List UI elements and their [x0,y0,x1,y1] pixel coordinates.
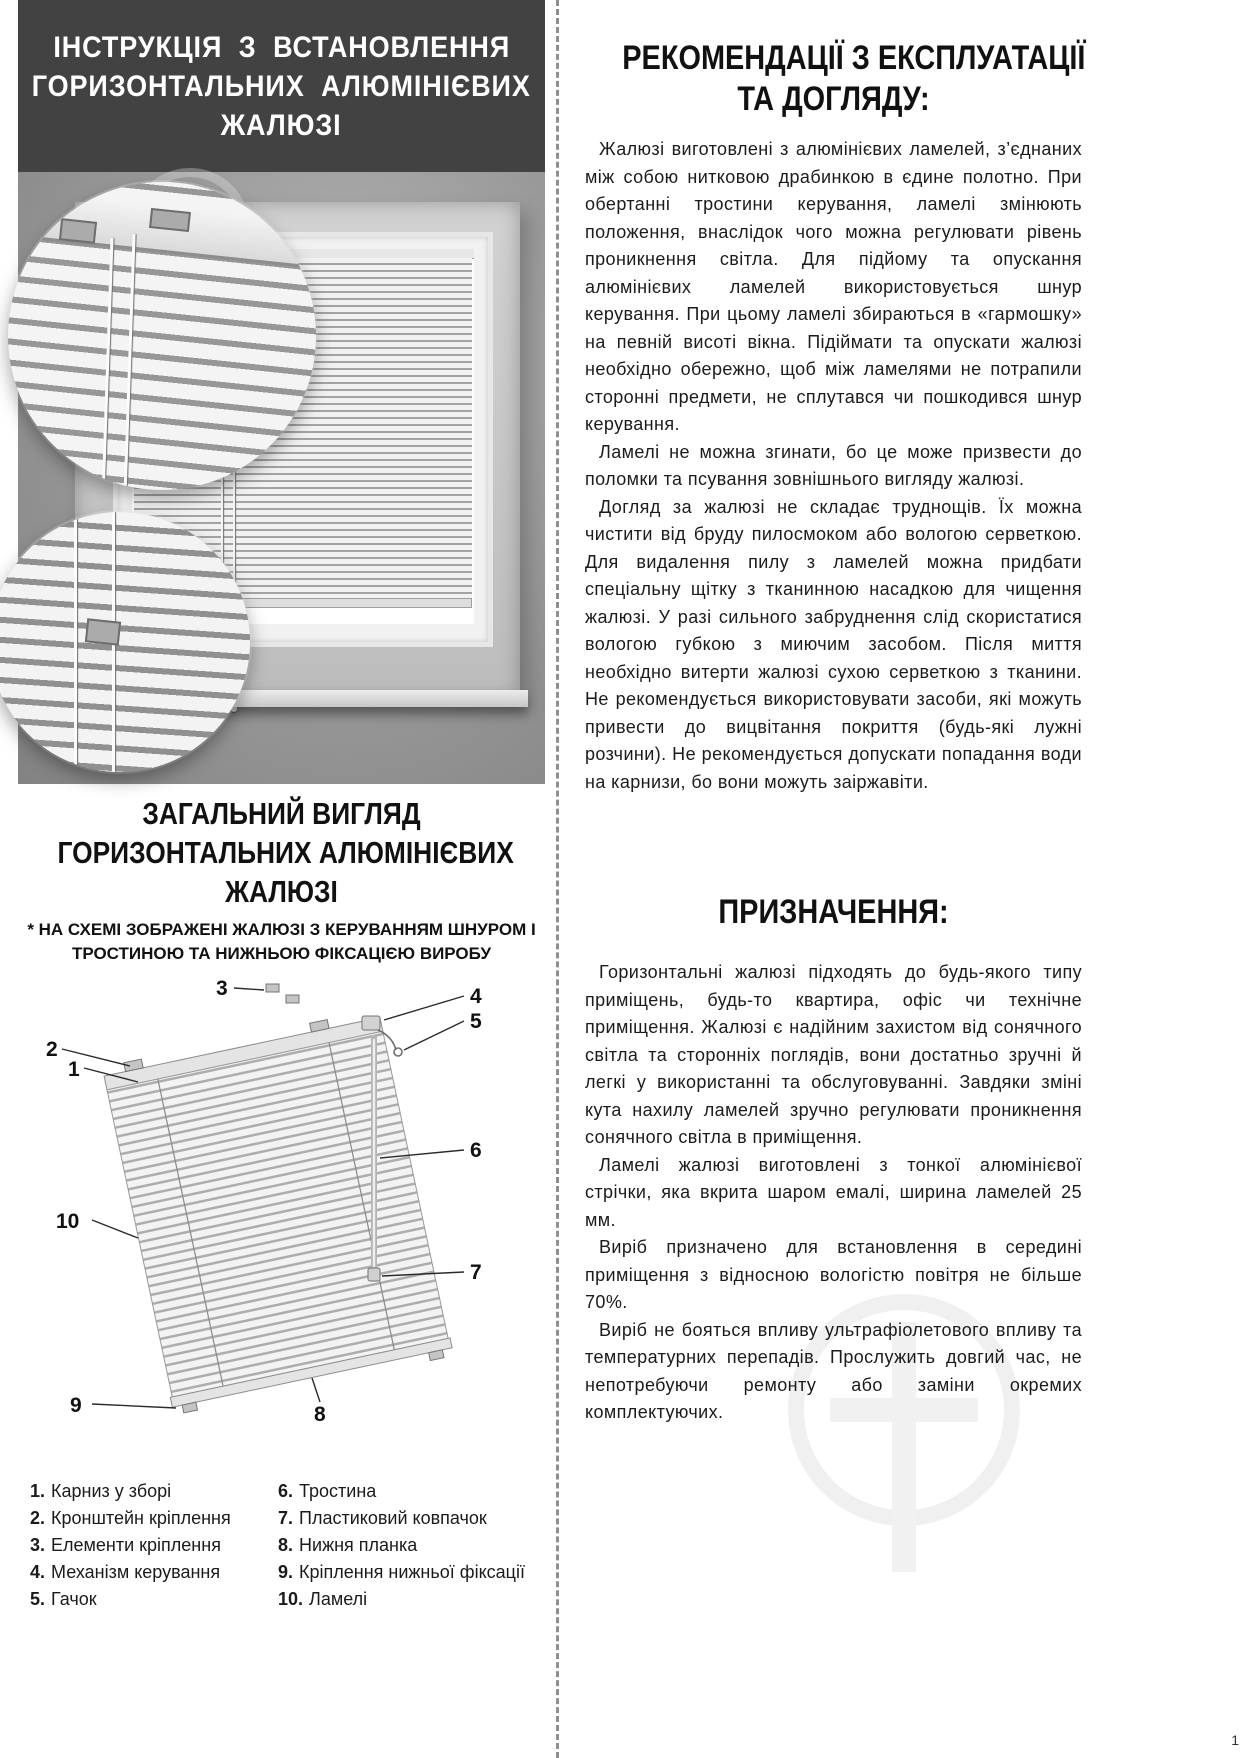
care-heading-line: ТА ДОГЛЯДУ: [737,80,930,118]
instruction-header-line: ГОРИЗОНТАЛЬНИХ АЛЮМІНІЄВИХ [31,69,532,103]
legend-item-number: 4. [30,1562,46,1582]
diagram-callout-3: 3 [216,977,228,1000]
legend-item [30,1586,278,1613]
care-paragraph: Догляд за жалюзі не складає труднощів. Їх можна чистити від бруду пилосмоком або вологою серветкою. Для видалення пилу з ламелей можна придбати спеціальну щітку з тканинною насадкою для чищення жалюзі. У разі сильного забруднення слід скористатися вологою губкою з миючим засобом. Після миття необхідно витерти жалюзі сухою серветкою з тканини. Не рекомендується використовувати засоби, які можуть привести до вицвітання покриття (будь-які лужні розчини). Не рекомендується допускати попадання води на карнизи, бо вони можуть заіржавіти. [585,496,1082,792]
legend-item-label: Кріплення нижньої фіксації [299,1562,525,1582]
blind-body [100,1008,454,1415]
legend-item [278,1559,545,1586]
legend-column-1 [30,1478,278,1613]
blinds-photo [18,172,545,784]
diagram-hook [394,1048,402,1056]
legend-item-label: Нижня планка [299,1535,418,1555]
legend-item [278,1586,545,1613]
legend-item [30,1478,278,1505]
diagram-callout-4: 4 [470,985,482,1008]
purpose-paragraph: Виріб не бояться впливу ультрафіолетового впливу та температурних перепадів. Прослужить довгий час, не непотребуючи ремонту або заміни окремих комплектуючих. [585,1319,1082,1422]
instruction-header-line: ІНСТРУКЦІЯ З ВСТАНОВЛЕННЯ [53,30,510,64]
diagram-callout-6: 6 [470,1139,482,1162]
care-heading [585,38,1086,120]
legend-item-label: Ламелі [309,1589,368,1609]
blinds-diagram-svg [18,972,545,1467]
callout-line [404,1021,464,1050]
legend-item-label: Пластиковий ковпачок [299,1508,487,1528]
callout-line [92,1220,138,1238]
mount-part [266,984,279,992]
legend-item-number: 10. [278,1589,304,1609]
purpose-paragraph: Виріб призначено для встановлення в середині приміщення з відносною вологістю повітря не більше 70%. [585,1237,1082,1312]
legend-item [30,1559,278,1586]
legend-item-label: Карниз у зборі [51,1481,172,1501]
legend-item-number: 8. [278,1535,294,1555]
inset-bracket [149,208,191,232]
general-view-heading-line: ГОРИЗОНТАЛЬНИХ АЛЮМІНІЄВИХ [57,835,514,870]
page-number: 1 [1231,1732,1239,1748]
legend-item [30,1532,278,1559]
purpose-heading-line: ПРИЗНАЧЕННЯ: [718,893,949,931]
purpose-paragraph: Ламелі жалюзі виготовлені з тонкої алюмінієвої стрічки, яка вкрита шаром емалі, ширина ламелей 25 мм. [585,1154,1082,1230]
legend-item-number: 7. [278,1508,294,1528]
callout-line [384,996,464,1020]
legend-item-label: Тростина [299,1481,377,1501]
diagram-wand-cap [368,1268,380,1281]
diagram-callout-9: 9 [70,1394,82,1417]
callout-line [312,1378,320,1402]
legend-item-number: 9. [278,1562,294,1582]
care-paragraph: Ламелі не можна згинати, бо це може призвести до поломки та псування зовнішнього вигляду жалюзі. [585,441,1082,489]
diagram-note [18,918,545,966]
legend-item-number: 6. [278,1481,294,1501]
purpose-paragraph: Горизонтальні жалюзі підходять до будь-якого типу приміщень, будь-то квартира, офіс чи технічне приміщення. Жалюзі є надійним захистом від сонячного світла та сторонніх поглядів, вони достатньо зручні й легкі у використанні та обслуговуванні. Завдяки зміні кута нахилу ламелей зручно регулювати проникнення сонячного світла в приміщення. [585,962,1082,1147]
blinds-diagram [18,972,545,1467]
diagram-slats [107,1031,448,1397]
diagram-callout-2: 2 [46,1038,58,1061]
detail-inset-bottom [0,512,250,772]
legend-item-label: Механізм керування [51,1562,221,1582]
right-column [585,38,1086,1427]
instruction-header [18,0,545,172]
diagram-note-line: * НА СХЕМІ ЗОБРАЖЕНІ ЖАЛЮЗІ З КЕРУВАННЯМ ШНУРОМ І [27,920,536,939]
diagram-mount-parts [266,984,299,1003]
legend-item-label: Кронштейн кріплення [51,1508,231,1528]
care-heading-line: РЕКОМЕНДАЦІЇ З ЕКСПЛУАТАЦІЇ [622,39,1086,77]
inset-slats [0,512,250,772]
legend-item-number: 1. [30,1481,46,1501]
legend-item-number: 3. [30,1535,46,1555]
column-separator [556,0,559,1758]
diagram-callout-8: 8 [314,1403,326,1426]
diagram-callout-10: 10 [56,1210,80,1233]
legend-item-label: Елементи кріплення [51,1535,221,1555]
legend-item [30,1505,278,1532]
legend-column-2 [278,1478,545,1613]
general-view-heading-line: ЗАГАЛЬНИЙ ВИГЛЯД [142,796,421,831]
legend-item-label: Гачок [51,1589,97,1609]
mount-part [286,995,299,1003]
legend-item [278,1532,545,1559]
inset-cord [74,512,77,772]
legend-item-number: 5. [30,1589,46,1609]
general-view-heading [18,794,545,911]
instruction-header-line: ЖАЛЮЗІ [221,108,342,142]
purpose-heading [585,892,1082,933]
detail-inset-top [8,182,316,490]
care-paragraph: Жалюзі виготовлені з алюмінієвих ламелей, з’єднаних між собою нитковою драбинкою в єдине полотно. При обертанні тростини керування, ламелі змінюють положення, внаслідок чого можна регулювати рівень проникнення світла. Для підйому та опускання алюмінієвих ламелей використовується шнур керування. При цьому ламелі збираються в «гармошку» на певній висоті вікна. Підіймати та опускати жалюзі необхідно обережно, щоб між ламелями не потрапили сторонні предмети, не сплутався чи пошкодився шнур керування. [585,139,1082,434]
diagram-callout-5: 5 [470,1010,482,1033]
diagram-note-line: ТРОСТИНОЮ ТА НИЖНЬОЮ ФІКСАЦІЄЮ ВИРОБУ [71,944,492,963]
diagram-callout-1: 1 [68,1058,80,1081]
inset-bracket [59,218,97,244]
parts-legend [30,1478,545,1613]
general-view-heading-line: ЖАЛЮЗІ [225,874,338,909]
callout-line [234,988,264,990]
diagram-mechanism [362,1016,380,1030]
legend-item [278,1505,545,1532]
legend-item [278,1478,545,1505]
inset-mechanism [85,618,121,645]
legend-item-number: 2. [30,1508,46,1528]
callout-line [92,1404,176,1408]
diagram-callout-7: 7 [470,1261,482,1284]
